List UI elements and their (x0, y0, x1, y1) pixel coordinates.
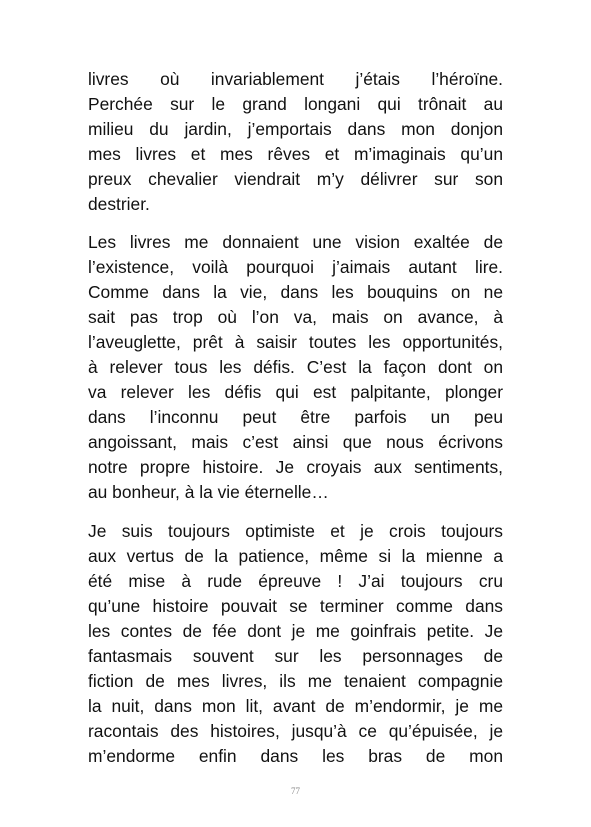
text-line: preux chevalier viendrait m’y délivrer sur son (88, 169, 503, 189)
text-line: Comme dans la vie, dans les bouquins on ne (88, 282, 503, 302)
text-line: angoissant, mais c’est ainsi que nous écrivons (88, 432, 503, 452)
text-line: la nuit, dans mon lit, avant de m’endormir, je me (88, 696, 503, 716)
page-number: 77 (291, 786, 300, 796)
text-line: livres où invariablement j’étais l’héroïne. (88, 69, 503, 89)
text-line: au bonheur, à la vie éternelle… (88, 482, 329, 502)
text-line: mes livres et mes rêves et m’imaginais qu’un (88, 144, 503, 164)
text-line: m’endorme enfin dans les bras de mon (88, 746, 503, 766)
paragraph-2 (88, 230, 503, 505)
paragraph-3 (88, 519, 503, 769)
text-line: Les livres me donnaient une vision exaltée de (88, 232, 503, 252)
text-line: racontais des histoires, jusqu’à ce qu’épuisée, je (88, 721, 503, 741)
text-line: l’existence, voilà pourquoi j’aimais autant lire. (88, 257, 503, 277)
text-line: à relever tous les défis. C’est la façon dont on (88, 357, 503, 377)
text-line: fiction de mes livres, ils me tenaient compagnie (88, 671, 503, 691)
text-line: fantasmais souvent sur les personnages de (88, 646, 503, 666)
text-line: dans l’inconnu peut être parfois un peu (88, 407, 503, 427)
text-line: Perchée sur le grand longani qui trônait au (88, 94, 503, 114)
text-line: va relever les défis qui est palpitante, plonger (88, 382, 503, 402)
text-line: milieu du jardin, j’emportais dans mon donjon (88, 119, 503, 139)
text-line: notre propre histoire. Je croyais aux sentiments, (88, 457, 503, 477)
text-line: l’aveuglette, prêt à saisir toutes les opportunités, (88, 332, 503, 352)
text-line: les contes de fée dont je me goinfrais petite. Je (88, 621, 503, 641)
paragraph-1 (88, 67, 503, 217)
text-line: aux vertus de la patience, même si la mienne a (88, 546, 503, 566)
text-line: été mise à rude épreuve ! J’ai toujours cru (88, 571, 503, 591)
text-line: Je suis toujours optimiste et je crois toujours (88, 521, 503, 541)
text-line: destrier. (88, 194, 150, 214)
text-line: qu’une histoire pouvait se terminer comme dans (88, 596, 503, 616)
text-line: sait pas trop où l’on va, mais on avance, à (88, 307, 503, 327)
